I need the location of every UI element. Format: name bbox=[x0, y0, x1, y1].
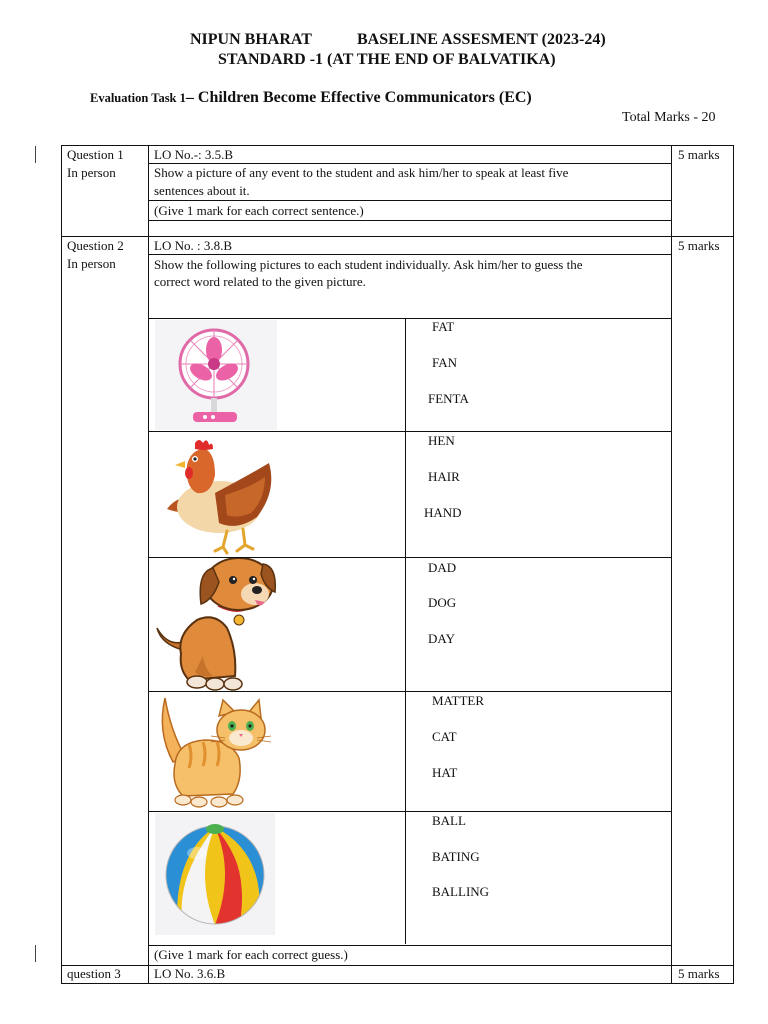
ball-icon bbox=[155, 813, 275, 935]
task-title: – Children Become Effective Communicators (EC) bbox=[185, 89, 532, 106]
lo-number: LO No. : 3.8.B bbox=[154, 238, 232, 253]
total-marks: Total Marks - 20 bbox=[622, 110, 716, 125]
hen-icon bbox=[157, 435, 279, 555]
marks: 5 marks bbox=[678, 238, 720, 253]
word-option: HEN bbox=[428, 433, 455, 448]
word-option: FAT bbox=[432, 319, 455, 334]
question-label: Question 2 bbox=[67, 238, 124, 253]
lo-number: LO No. 3.6.B bbox=[154, 966, 226, 981]
word-option: HAIR bbox=[428, 469, 460, 484]
question-mode: In person bbox=[67, 256, 116, 271]
marks: 5 marks bbox=[678, 966, 720, 981]
scoring-note: (Give 1 mark for each correct sentence.) bbox=[154, 203, 364, 218]
instruction-line: sentences about it. bbox=[154, 183, 250, 198]
lo-number: LO No.-: 3.5.B bbox=[154, 147, 234, 162]
assessment-title: BASELINE ASSESMENT (2023-24) bbox=[357, 31, 606, 48]
word-option: DOG bbox=[428, 595, 457, 610]
question-label: question 3 bbox=[67, 966, 121, 981]
word-option: HAND bbox=[424, 505, 462, 520]
task-heading bbox=[90, 89, 532, 107]
word-option: DAY bbox=[428, 631, 455, 646]
instruction-line: correct word related to the given picture. bbox=[154, 274, 366, 289]
scoring-note: (Give 1 mark for each correct guess.) bbox=[154, 947, 348, 962]
word-option: BALLING bbox=[432, 884, 490, 899]
word-option: FENTA bbox=[428, 391, 469, 406]
dog-icon bbox=[153, 558, 279, 692]
task-prefix: Evaluation Task 1 bbox=[90, 91, 186, 105]
marks: 5 marks bbox=[678, 147, 720, 162]
fan-icon bbox=[155, 320, 277, 430]
question-mode: In person bbox=[67, 165, 116, 180]
word-option: HAT bbox=[432, 765, 458, 780]
standard-title: STANDARD -1 (AT THE END OF BALVATIKA) bbox=[218, 51, 556, 68]
word-option: CAT bbox=[432, 729, 457, 744]
word-option: DAD bbox=[428, 560, 457, 575]
word-option: BATING bbox=[432, 849, 480, 864]
word-option: MATTER bbox=[432, 693, 484, 708]
word-option: BALL bbox=[432, 813, 466, 828]
instruction-line: Show the following pictures to each student individually. Ask him/her to guess the bbox=[154, 257, 583, 272]
margin-marker bbox=[35, 146, 36, 163]
program-title: NIPUN BHARAT bbox=[190, 31, 312, 48]
cat-icon bbox=[155, 692, 275, 810]
question-label: Question 1 bbox=[67, 147, 124, 162]
margin-marker bbox=[35, 945, 36, 962]
word-option: FAN bbox=[432, 355, 458, 370]
instruction-line: Show a picture of any event to the student and ask him/her to speak at least five bbox=[154, 165, 569, 180]
